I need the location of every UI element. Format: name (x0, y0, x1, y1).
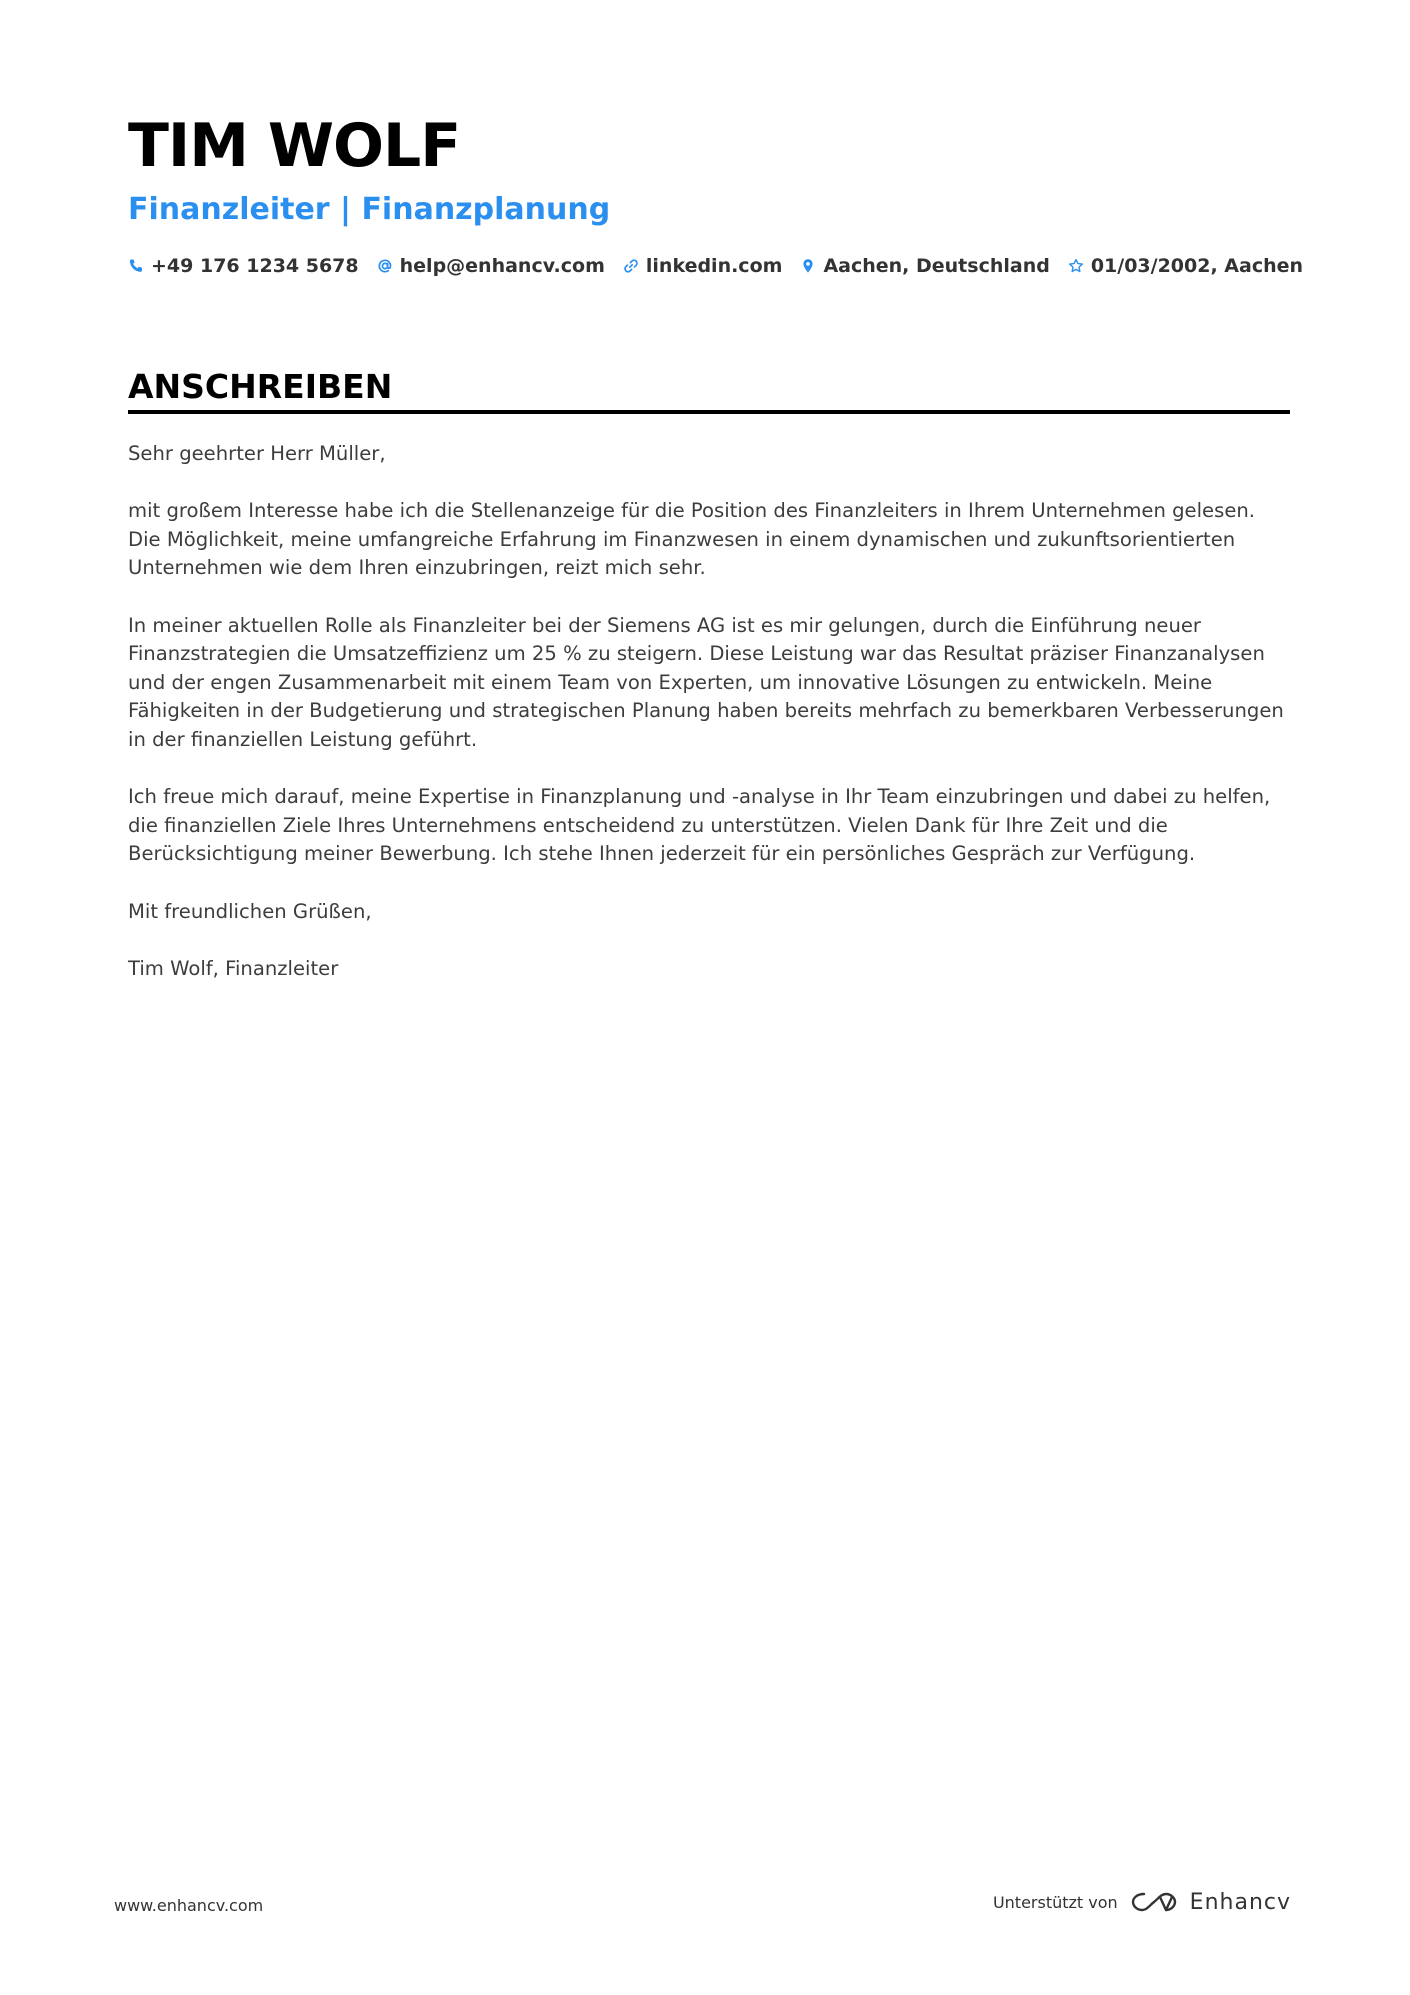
letter-paragraph: Ich freue mich darauf, meine Expertise in Finanzplanung und -analyse in Ihr Team einzubringen und dabei zu helfen, die finanziellen Ziele Ihres Unternehmens entscheidend zu unterstützen. Vielen Dank für Ihre Zeit und die Berücksichtigung meiner Bewerbung. Ich stehe Ihnen jederzeit für ein persönliches Gespräch zur Verfügung. (128, 785, 1271, 866)
contact-email[interactable] (377, 252, 605, 280)
contact-birth-text: 01/03/2002, Aachen (1090, 255, 1304, 277)
location-pin-icon (800, 258, 816, 274)
letter-closing: Mit freundlichen Grüßen, (128, 899, 372, 923)
section-divider (128, 410, 1290, 414)
footer-url[interactable]: www.enhancv.com (114, 1896, 264, 1915)
phone-icon (128, 258, 144, 274)
job-title: Finanzleiter | Finanzplanung (128, 192, 611, 227)
at-icon (377, 258, 393, 274)
letter-paragraph: mit großem Interesse habe ich die Stellenanzeige für die Position des Finanzleiters in Ihrem Unternehmen gelesen. Die Möglichkeit, meine umfangreiche Erfahrung im Finanzwesen in einem dynamischen und zukunftsorientierten Unternehmen wie dem Ihren einzubringen, reizt mich sehr. (128, 499, 1256, 580)
star-icon (1068, 258, 1084, 274)
enhancv-logo-icon (1130, 1888, 1178, 1916)
candidate-name: TIM WOLF (128, 111, 461, 181)
contact-location-text: Aachen, Deutschland (823, 255, 1050, 277)
contact-phone-text: +49 176 1234 5678 (151, 255, 359, 277)
letter-paragraph: In meiner aktuellen Rolle als Finanzleiter bei der Siemens AG ist es mir gelungen, durch die Einführung neuer Finanzstrategien die Umsatzeffizienz um 25 % zu steigern. Diese Leistung war das Resultat präziser Finanzanalysen und der engen Zusammenarbeit mit einem Team von Experten, um innovative Lösungen zu entwickeln. Meine Fähigkeiten in der Budgetierung und strategischen Planung haben bereits mehrfach zu bemerkbaren Verbesserungen in der finanziellen Leistung geführt. (128, 613, 1284, 751)
link-icon (623, 258, 639, 274)
letter-signature: Tim Wolf, Finanzleiter (128, 956, 339, 980)
section-title: ANSCHREIBEN (128, 367, 393, 406)
letter-body (128, 440, 1290, 1012)
contact-bar (128, 252, 1303, 280)
footer-powered-by[interactable] (993, 1888, 1291, 1916)
contact-phone[interactable] (128, 252, 359, 280)
powered-by-label: Unterstützt von (992, 1892, 1118, 1912)
contact-linkedin-text: linkedin.com (645, 255, 783, 277)
brand-name: Enhancv (1189, 1889, 1291, 1915)
contact-linkedin[interactable] (623, 252, 783, 280)
contact-email-text: help@enhancv.com (399, 255, 605, 277)
letter-salutation: Sehr geehrter Herr Müller, (128, 442, 386, 465)
contact-location (800, 252, 1049, 280)
contact-birth (1068, 252, 1303, 280)
